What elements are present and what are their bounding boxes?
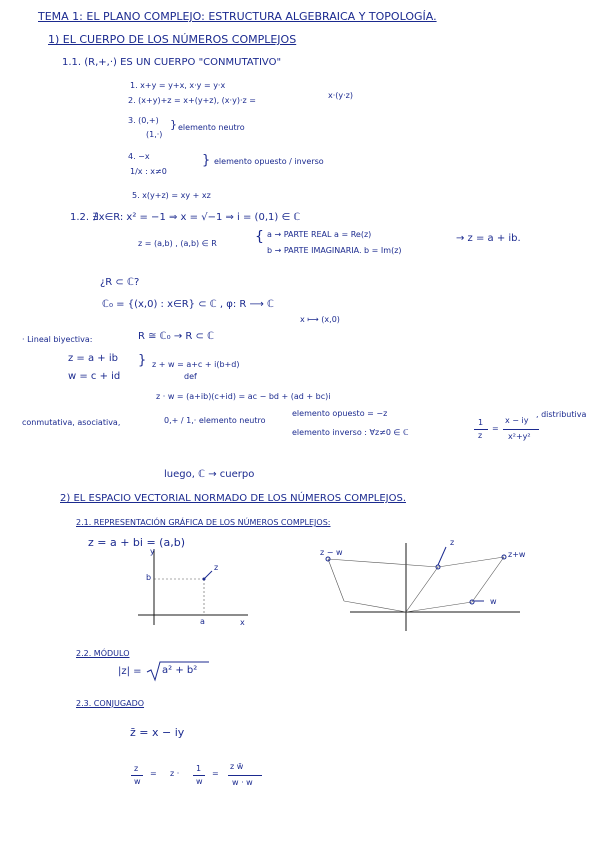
graph-y-label: y [150,547,155,556]
equals-sign: = [150,769,157,778]
equals-sign: = [492,424,499,433]
page-title: TEMA 1: EL PLANO COMPLEJO: ESTRUCTURA ALGEBRAICA Y TOPOLOGÍA. [38,10,437,23]
quotient-rhs-num: z w̄ [230,762,244,771]
complex-pair: z = (a,b) , (a,b) ∈ R [138,239,217,248]
section-2-heading: 2) EL ESPACIO VECTORIAL NORMADO DE LOS NÚMEROS COMPLEJOS. [60,493,406,504]
def-label: def [184,372,197,381]
subsection-1-2-heading: 1.2. ∄x∈R: x² = −1 ⇒ x = √−1 ⇒ i = (0,1) ∈ ℂ [70,212,301,223]
map-definition: x ⟼ (x,0) [300,315,340,324]
property-3-label: elemento neutro [178,123,245,132]
subsection-2-3-heading: 2.3. CONJUGADO [76,699,145,708]
sum-definition: z + w = a+c + i(b+d) [152,360,240,369]
vector-w: w [490,597,497,606]
inverse-rhs-num: x − iy [505,416,529,425]
graph-b-label: b [146,573,152,582]
inverse-lhs-num: 1 [478,418,484,427]
z-definition: z = a + ib [68,353,118,364]
subsection-2-2-heading: 2.2. MÓDULO [76,649,130,658]
brace-sum: } [138,353,147,368]
quotient-den: w [134,777,141,786]
inverse-element: elemento inverso : ∀z≠0 ∈ ℂ [292,428,409,437]
fraction-bar [228,775,262,776]
subsection-1-1-heading: 1.1. (R,+,·) ES UN CUERPO "CONMUTATIVO" [62,57,282,68]
field-conclusion: luego, ℂ → cuerpo [164,469,255,480]
product-definition: z · w = (a+ib)(c+id) = ac − bd + (ad + bc)i [156,392,331,401]
fraction-bar [193,775,205,776]
quotient-mid-den: w [196,777,203,786]
properties-list: conmutativa, asociativa, [22,418,121,427]
graph-a-label: a [200,617,205,626]
fraction-bar [131,775,143,776]
brace-parts: { [255,229,264,245]
question-inclusion: ¿R ⊂ ℂ? [100,277,140,288]
modulus-radicand: a² + b² [162,665,198,676]
distributive-label: , distributiva [536,410,587,419]
brace-neutral: } [170,118,177,131]
bijective-result: R ≅ ℂ₀ → R ⊂ ℂ [138,331,215,342]
property-4-inverse: 1/x : x≠0 [130,167,167,176]
quotient-mid-num: 1 [196,764,202,773]
bijective-label: · Lineal biyectiva: [22,335,93,344]
graph-z-label: z [214,563,219,572]
binomial-form: → z = a + ib. [456,233,521,244]
property-2: 2. (x+y)+z = x+(y+z), (x·y)·z = [128,96,256,105]
property-4-opposite: 4. −x [128,152,150,161]
imaginary-part: b → PARTE IMAGINARIA. b = Im(z) [267,246,402,255]
vector-diagram [320,535,540,635]
neutral-elements: 0,+ / 1,· elemento neutro [164,416,266,425]
brace-opposite: } [202,153,211,168]
vector-z: z [450,538,455,547]
inverse-rhs-den: x²+y² [508,432,531,441]
quotient-num: z [134,764,139,773]
property-4-label: elemento opuesto / inverso [214,157,324,166]
fraction-bar [474,429,488,430]
property-1: 1. x+y = y+x, x·y = y·x [130,81,226,90]
w-definition: w = c + id [68,371,121,382]
property-5: 5. x(y+z) = xy + xz [132,191,211,200]
fraction-bar [503,429,539,430]
graphic-equation: z = a + bi = (a,b) [88,536,185,549]
subsection-2-1-heading: 2.1. REPRESENTACIÓN GRÁFICA DE LOS NÚMEROS COMPLEJOS: [76,518,331,527]
vector-sum: z+w [508,550,526,559]
graph-x-label: x [240,618,245,627]
equals-sign: = [212,769,219,778]
property-2-rhs: x·(y·z) [328,91,353,100]
property-3-add: 3. (0,+) [128,116,159,125]
opposite-element: elemento opuesto = −z [292,409,388,418]
property-3-mul: (1,·) [146,130,163,139]
quotient-mid-lhs: z · [170,769,180,778]
modulus-lhs: |z| = [118,666,142,677]
inverse-lhs-den: z [478,431,483,440]
c0-definition: ℂ₀ = {(x,0) : x∈R} ⊂ ℂ , φ: R ⟶ ℂ [102,299,275,310]
real-part: a → PARTE REAL a = Re(z) [267,230,372,239]
quotient-rhs-den: w · w [232,778,253,787]
conjugate-definition: z̄ = x − iy [130,726,185,739]
section-1-heading: 1) EL CUERPO DE LOS NÚMEROS COMPLEJOS [48,33,297,46]
vector-z-minus-w: z − w [320,548,343,557]
